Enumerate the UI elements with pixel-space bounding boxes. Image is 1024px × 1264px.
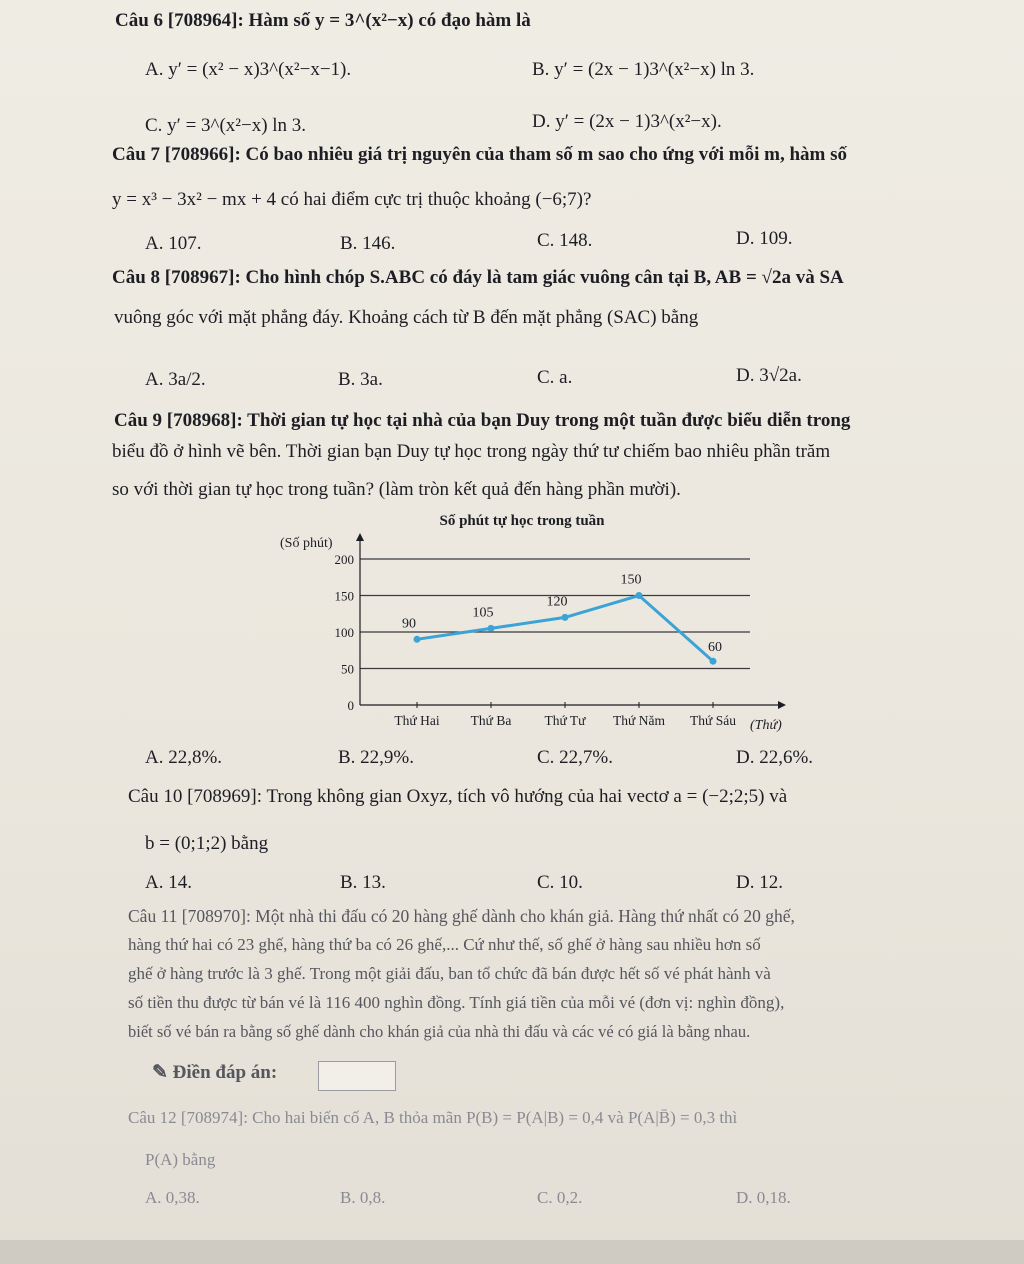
chart-y-tick-label: 150: [334, 588, 354, 604]
answer-label-row: [152, 1061, 277, 1085]
chart-x-axis-arrow: [778, 701, 786, 709]
question-7-option-c: C. 148.: [537, 230, 593, 251]
question-9-option-a: A. 22,8%.: [145, 747, 223, 768]
question-8-option-d: D. 3√2a.: [736, 365, 802, 386]
chart-x-tick-label: Thứ Tư: [544, 713, 586, 728]
chart-data-label: 90: [402, 616, 416, 632]
bottom-edge: [0, 1240, 1024, 1264]
chart-y-axis-label: (Số phút): [280, 536, 333, 551]
question-6-option-b: B. y′ = (2x − 1)3^(x²−x) ln 3.: [532, 59, 755, 80]
question-6-option-a: A. y′ = (x² − x)3^(x²−x−1).: [145, 59, 352, 80]
question-8-line-2: vuông góc với mặt phẳng đáy. Khoảng cách từ B đến mặt phẳng (SAC) bằng: [114, 307, 699, 328]
chart-x-axis-label: (Thứ): [750, 718, 782, 733]
question-10-option-a: A. 14.: [145, 872, 192, 893]
question-6-option-d: D. y′ = (2x − 1)3^(x²−x).: [532, 111, 722, 132]
question-12-option-a: A. 0,38.: [145, 1188, 200, 1207]
answer-label: Điền đáp án:: [172, 1062, 278, 1083]
question-10-option-c: C. 10.: [537, 872, 583, 893]
chart-data-label: 60: [708, 640, 722, 656]
chart-y-tick-label: 200: [334, 552, 354, 567]
question-9-line-2: biểu đồ ở hình vẽ bên. Thời gian bạn Duy tự học trong ngày thứ tư chiếm bao nhiêu phần trăm: [112, 441, 831, 462]
question-9-option-c: C. 22,7%.: [537, 747, 613, 768]
question-11-line-3: ghế ở hàng trước là 3 ghế. Trong một giải đấu, ban tổ chức đã bán được hết số vé phát hành và: [128, 964, 771, 983]
answer-input-box[interactable]: [318, 1061, 396, 1091]
chart-y-axis-arrow: [356, 533, 364, 541]
self-study-line-chart: [260, 505, 820, 737]
question-8-option-b: B. 3a.: [338, 369, 383, 390]
chart-data-label: 150: [620, 572, 642, 588]
chart-title: Số phút tự học trong tuần: [439, 513, 605, 529]
question-7-line-2: y = x³ − 3x² − mx + 4 có hai điểm cực trị thuộc khoảng (−6;7)?: [112, 189, 592, 210]
question-10-option-b: B. 13.: [340, 872, 386, 893]
question-10-line-2: b = (0;1;2) bằng: [145, 833, 269, 854]
chart-x-tick-label: Thứ Năm: [613, 713, 665, 728]
question-12-option-b: B. 0,8.: [340, 1188, 386, 1207]
question-12-option-d: D. 0,18.: [736, 1188, 791, 1207]
question-10-line-1: Câu 10 [708969]: Trong không gian Oxyz, tích vô hướng của hai vectơ a = (−2;2;5) và: [128, 786, 788, 807]
chart-y-tick-label: 100: [334, 625, 354, 640]
chart-data-point: [562, 614, 569, 621]
question-11-line-1: Câu 11 [708970]: Một nhà thi đấu có 20 hàng ghế dành cho khán giả. Hàng thứ nhất có 20 ghế,: [128, 906, 795, 926]
chart-y-tick-label: 50: [341, 661, 354, 677]
question-6-text: Câu 6 [708964]: Hàm số y = 3^(x²−x) có đạo hàm là: [115, 10, 531, 31]
question-7-option-b: B. 146.: [340, 233, 396, 254]
question-12-option-c: C. 0,2.: [537, 1188, 583, 1207]
question-11-line-5: biết số vé bán ra bằng số ghế dành cho khán giả của nhà thi đấu và các vé có giá là bằng nhau.: [128, 1022, 751, 1041]
question-12-line-2: P(A) bằng: [145, 1150, 216, 1169]
pencil-icon: ✎: [152, 1062, 168, 1083]
question-8-option-a: A. 3a/2.: [145, 369, 206, 390]
question-9-line-1: Câu 9 [708968]: Thời gian tự học tại nhà của bạn Duy trong một tuần được biểu diễn trong: [114, 410, 851, 431]
chart-x-tick-label: Thứ Sáu: [690, 713, 736, 728]
chart-data-point: [710, 658, 717, 665]
chart-data-point: [414, 636, 421, 643]
question-10-option-d: D. 12.: [736, 872, 783, 893]
question-8-line-1: Câu 8 [708967]: Cho hình chóp S.ABC có đáy là tam giác vuông cân tại B, AB = √2a và SA: [112, 267, 844, 288]
question-9-line-3: so với thời gian tự học trong tuần? (làm tròn kết quả đến hàng phần mười).: [112, 479, 681, 500]
question-9-option-d: D. 22,6%.: [736, 747, 814, 768]
chart-data-label: 105: [472, 605, 494, 621]
question-7-line-1: Câu 7 [708966]: Có bao nhiêu giá trị nguyên của tham số m sao cho ứng với mỗi m, hàm số: [112, 144, 847, 165]
question-11-line-2: hàng thứ hai có 23 ghế, hàng thứ ba có 26 ghế,... Cứ như thế, số ghế ở hàng sau nhiều hơn số: [128, 935, 761, 954]
chart-x-tick-label: Thứ Ba: [470, 713, 512, 728]
question-11-line-4: số tiền thu được từ bán vé là 116 400 nghìn đồng. Tính giá tiền của mỗi vé (đơn vị: nghìn đồng),: [128, 993, 785, 1012]
question-8-option-c: C. a.: [537, 367, 573, 388]
question-6-option-c: C. y′ = 3^(x²−x) ln 3.: [145, 115, 307, 136]
question-7-option-a: A. 107.: [145, 233, 202, 254]
question-12-line-1: Câu 12 [708974]: Cho hai biến cố A, B thỏa mãn P(B) = P(A|B) = 0,4 và P(A|B̄) = 0,3 thì: [128, 1108, 738, 1127]
question-7-option-d: D. 109.: [736, 228, 793, 249]
chart-data-point: [636, 592, 643, 599]
question-9-option-b: B. 22,9%.: [338, 747, 414, 768]
chart-data-point: [488, 625, 495, 632]
chart-data-label: 120: [546, 594, 568, 610]
chart-y-tick-label: 0: [347, 698, 354, 713]
chart-x-tick-label: Thứ Hai: [394, 713, 440, 728]
